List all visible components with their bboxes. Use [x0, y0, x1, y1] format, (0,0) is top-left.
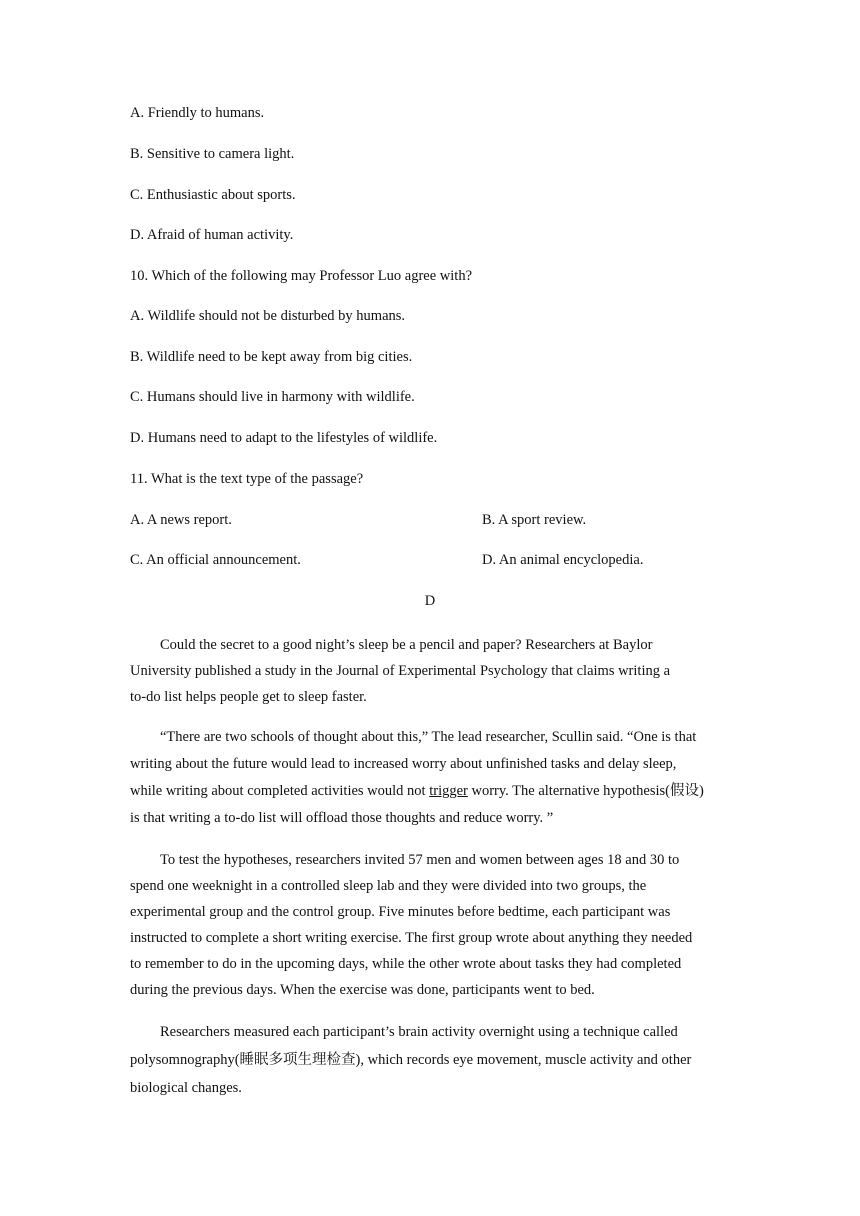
- passage-paragraph-2: [130, 724, 740, 832]
- q11-option-b: B. A sport review.: [482, 512, 587, 528]
- q9-option-d: D. Afraid of human activity.: [130, 227, 294, 243]
- section-label: D: [424, 593, 436, 609]
- q11-option-d: D. An animal encyclopedia.: [482, 552, 644, 568]
- passage-paragraph-4: [130, 1018, 740, 1102]
- paragraph-line: biological changes.: [130, 1080, 242, 1096]
- paragraph-line: while writing about completed activities would not trigger worry. The alternative hypothesis(假设): [130, 783, 704, 799]
- q9-option-c: C. Enthusiastic about sports.: [130, 187, 296, 203]
- q10-option-c: C. Humans should live in harmony with wildlife.: [130, 389, 415, 405]
- q10-stem: 10. Which of the following may Professor Luo agree with?: [130, 268, 473, 284]
- paragraph-line: spend one weeknight in a controlled sleep lab and they were divided into two groups, the: [130, 878, 647, 894]
- passage-paragraph-3: [130, 847, 740, 1003]
- paragraph-line: to-do list helps people get to sleep faster.: [130, 689, 367, 705]
- paragraph-line: instructed to complete a short writing exercise. The first group wrote about anything they needed: [130, 930, 693, 946]
- paragraph-line: to remember to do in the upcoming days, while the other wrote about tasks they had completed: [130, 956, 682, 972]
- q10-option-d: D. Humans need to adapt to the lifestyles of wildlife.: [130, 430, 438, 446]
- q11-stem: 11. What is the text type of the passage?: [130, 471, 364, 487]
- paragraph-line: writing about the future would lead to increased worry about unfinished tasks and delay sleep,: [130, 756, 677, 772]
- paragraph-line: experimental group and the control group. Five minutes before bedtime, each participant was: [130, 904, 671, 920]
- paragraph-line: during the previous days. When the exercise was done, participants went to bed.: [130, 982, 595, 998]
- paragraph-line: is that writing a to-do list will offload those thoughts and reduce worry. ”: [130, 810, 554, 826]
- paragraph-line: Researchers measured each participant’s brain activity overnight using a technique called: [160, 1024, 678, 1040]
- passage-paragraph-1: [130, 632, 740, 710]
- underlined-word: trigger: [429, 783, 468, 799]
- q10-option-a: A. Wildlife should not be disturbed by humans.: [130, 308, 406, 324]
- q9-option-b: B. Sensitive to camera light.: [130, 146, 295, 162]
- paragraph-line: To test the hypotheses, researchers invited 57 men and women between ages 18 and 30 to: [160, 852, 680, 868]
- paragraph-line: University published a study in the Journal of Experimental Psychology that claims writing a: [130, 663, 671, 679]
- q9-option-a: A. Friendly to humans.: [130, 105, 265, 121]
- q10-option-b: B. Wildlife need to be kept away from big cities.: [130, 349, 413, 365]
- paragraph-line: polysomnography(睡眠多项生理检查), which records eye movement, muscle activity and other: [130, 1052, 692, 1068]
- paragraph-line: Could the secret to a good night’s sleep be a pencil and paper? Researchers at Baylor: [160, 637, 653, 653]
- q11-option-a: A. A news report.: [130, 512, 232, 528]
- q11-option-c: C. An official announcement.: [130, 552, 301, 568]
- paragraph-line: “There are two schools of thought about this,” The lead researcher, Scullin said. “One is that: [160, 729, 697, 745]
